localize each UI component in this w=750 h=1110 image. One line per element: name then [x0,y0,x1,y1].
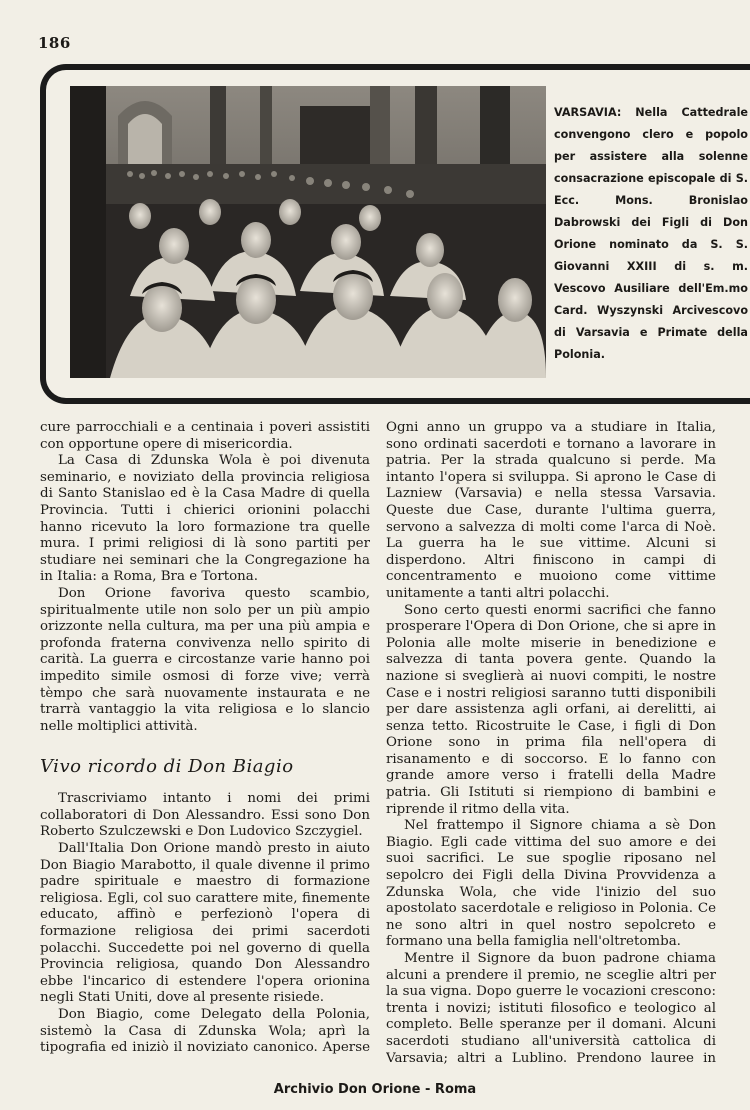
photo-caption [554,102,748,366]
right-column [386,420,716,1066]
archive-footer: Archivio Don Orione - Roma [273,1082,477,1097]
paragraph: Sono certo questi enormi sacrifici che fanno prosperare l'Opera di Don Orione, che si apre in Polonia alle molte miserie in benedizione e salvezza di tanta povera gente. Quando la nazione si sveglierà ai nuovi compiti, le nostre Case e i nostri religiosi saranno tutti disponibili per dare assistenza agli orfani, ai derelitti, ai senza tetto. Ricostruite le Case, i figli di Don Orione sono in prima fila nell'opera di risanamento e di soccorso. E lo fanno con grande amore verso i fratelli della Madre patria. Gli Istituti si riempiono di bambini e riprende il ritmo della vita. [386,602,716,817]
paragraph: La Casa di Zdunska Wola è poi divenuta seminario, e noviziato della provincia religiosa di Santo Stanislao ed è la Casa Madre di quella Provincia. Tutti i chierici orionini polacchi hanno ricevuto la loro formazione tra quelle mura. I primi religiosi di là sono partiti per studiare nei seminari che la Congregazione ha in Italia: a Roma, Bra e Tortona. [40,453,370,585]
cathedral-photo-illustration [70,86,546,378]
page-number: 186 [38,34,71,52]
caption-text: Nella Cattedrale convengono clero e popolo per assistere alla solenne consacrazione episcopale di S. Ecc. Mons. Bronislao Dabrowski dei Figli di Don Orione nominato da S. S. Giovanni XXIII di s. m. Vescovo Ausiliare dell'Em.mo Card. Wyszynski Arcivescovo di Varsavia e Primate della Polonia. [554,106,748,361]
paragraph: Nel frattempo il Signore chiama a sè Don Biagio. Egli cade vittima del suo amore e dei suoi sacrifici. Le sue spoglie riposano nel sepolcro dei Figli della Divina Provvidenza a Zdunska Wola, che vide l'inizio del suo apostolato sacerdotale e religioso in Polonia. Ce ne sono altri in quel nostro sepolcreto e formano una bella famiglia nell'oltretomba. [386,818,716,950]
section-heading: Vivo ricordo di Don Biagio [40,756,294,778]
paragraph: Trascriviamo intanto i nomi dei primi collaboratori di Don Alessandro. Essi sono Don Roberto Szulczewski e Don Ludovico Szczygiel. [40,791,370,840]
caption-lead: VARSAVIA: [554,106,622,119]
cathedral-photo [70,86,546,378]
paragraph: Dall'Italia Don Orione mandò presto in aiuto Don Biagio Marabotto, il quale divenne il primo padre spirituale e maestro di formazione religiosa. Egli, col suo carattere mite, finemente educato, affinò e perfezionò l'opera di formazione religiosa dei primi sacerdoti polacchi. Succedette poi nel governo di quella Provincia religiosa, quando Don Alessandro ebbe l'incarico di estendere l'opera orionina negli Stati Uniti, dove al presente risiede. [40,841,370,1006]
paragraph: Don Orione favoriva questo scambio, spiritualmente utile non solo per un più ampio orizzonte nella cultura, ma per una più ampia e profonda fraterna convivenza nello spirito di carità. La guerra e circostanze varie hanno poi impedito simile osmosi di forze vive; verrà tèmpo che sarà nuovamente instaurata e ne trarrà vantaggio la vita religiosa e lo slancio nelle moltiplici attività. [40,585,370,734]
paragraph: Ogni anno un gruppo va a studiare in Italia, sono ordinati sacerdoti e tornano a lavorare in patria. Per la strada qualcuno si perde. Ma intanto l'opera si sviluppa. Si aprono le Case di Lazniew (Varsavia) e nella stessa Varsavia. Queste due Case, durante l'ultima guerra, servono a salvezza di molti come l'arca di Noè. La guerra ha le sue vittime. Alcuni si disperdono. Altri finiscono in campi di concentramento e muoiono come vittime unitamente a tanti altri polacchi. [386,420,716,601]
paragraph: cure parrocchiali e a centinaia i poveri assistiti con opportune opere di misericordia. [40,420,370,452]
paragraph: Mentre il Signore da buon padrone chiama alcuni a prendere il premio, ne sceglie altri per la sua vigna. Dopo guerre le vocazioni crescono: trenta i novizi; istituti filosofico e teologico al completo. Belle speranze per il domani. Alcuni sacerdoti studiano all'università cattolica di Varsavia; altri a Lublino. Prendono lauree in [386,951,716,1066]
left-column [40,420,370,1056]
paragraph: Don Biagio, come Delegato della Polonia, sistemò la Casa di Zdunska Wola; aprì la tipografia ed iniziò il noviziato canonico. Aperse [40,1007,370,1056]
